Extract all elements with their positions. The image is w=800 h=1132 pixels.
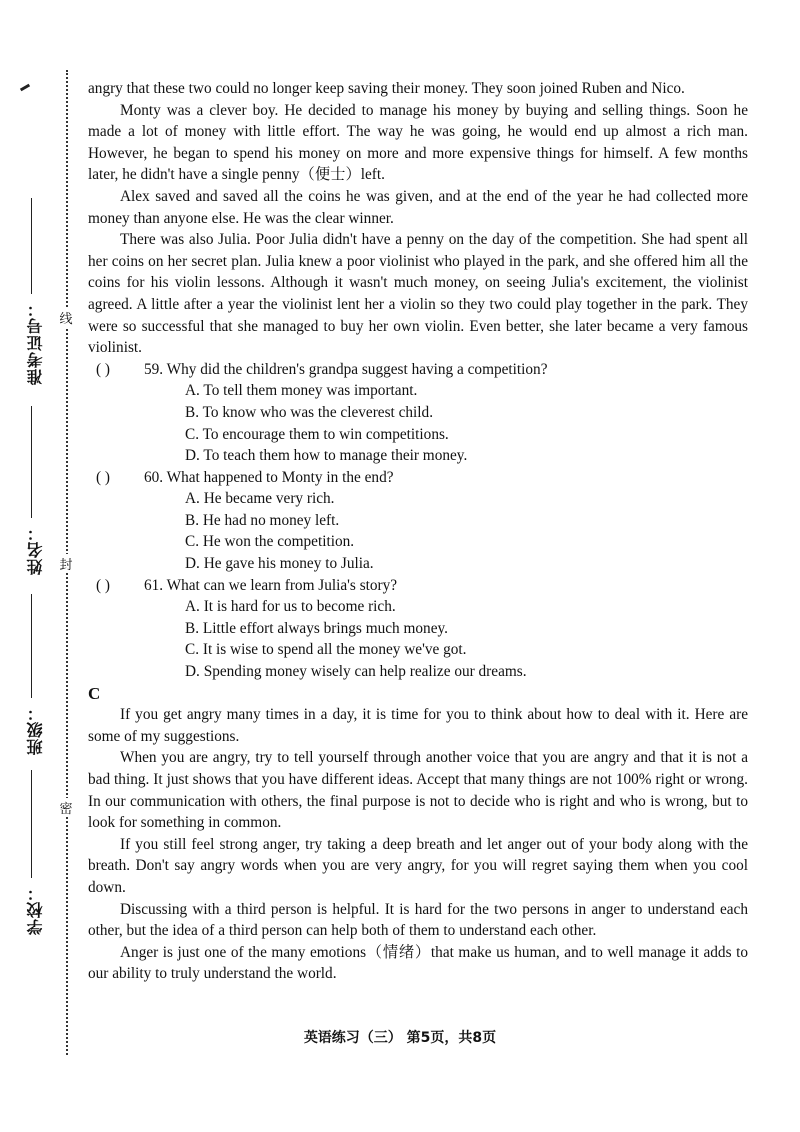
passage-b-paragraph: Monty was a clever boy. He decided to manage his money by buying and selling things. Soon he made a lot of money with little effort. The way he was going, he would end up almost a rich man. However, he began to spend his money on more and more expensive things for himself. A few months later, he didn't have a single penny（便士）left.	[88, 101, 748, 184]
option-a: A. He became very rich.	[185, 490, 335, 508]
answer-blank[interactable]: ( )	[96, 468, 111, 486]
school-label: 学校：	[26, 884, 45, 935]
passage-c-paragraph: If you still feel strong anger, try taking a deep breath and let anger out of your body along with the breath. Don't say angry words when you are very angry, for you will regret saying them when you cool down.	[88, 835, 748, 896]
option-d: D. Spending money wisely can help realize our dreams.	[185, 663, 527, 681]
seal-char-mi: 密	[57, 798, 75, 817]
seal-char-xian: 线	[57, 308, 75, 327]
class-label: 班级：	[26, 704, 45, 755]
passage-b-paragraph: angry that these two could no longer keep saving their money. They soon joined Ruben and Nico.	[88, 80, 685, 97]
option-a: A. To tell them money was important.	[185, 382, 418, 400]
passage-b-paragraph: There was also Julia. Poor Julia didn't have a penny on the day of the competition. She had spent all her coins on her secret plan. Julia knew a poor violinist who played in the park, and she offered him all the coins for his violin lessons. Although it wasn't much money, on seeing Julia's excitement, the violinist agreed. A little after a year the violinist lent her a violin so they two could play together in the park. They were so successful that she managed to buy her own violin. Even better, she later became a very famous violinist.	[88, 231, 748, 357]
question-61	[88, 575, 748, 683]
passage-c-paragraph: When you are angry, try to tell yourself through another voice that you are angry and that it is not a bad thing. It just shows that you have different ideas. Accept that many things are not 100% right or wrong. In our communication with others, the final purpose is not to decide who is right and who is wrong, but to look for something in common.	[88, 749, 748, 832]
option-b: B. To know who was the cleverest child.	[185, 403, 434, 421]
admission-number-blank[interactable]	[31, 198, 32, 294]
answer-blank[interactable]: ( )	[96, 360, 111, 378]
question-59	[88, 359, 748, 467]
page-content	[88, 78, 748, 985]
seal-char-feng: 封	[57, 554, 75, 573]
option-d: D. He gave his money to Julia.	[185, 555, 374, 573]
passage-c-paragraph: Discussing with a third person is helpful. It is hard for the two persons in anger to understand each other, but the idea of a third person can help both of them to understand each other.	[88, 900, 748, 940]
binding-margin	[0, 0, 73, 1132]
option-c: C. It is wise to spend all the money we've got.	[185, 641, 467, 659]
name-blank[interactable]	[31, 406, 32, 518]
class-blank[interactable]	[31, 594, 32, 698]
passage-b-paragraph: Alex saved and saved all the coins he was given, and at the end of the year he had collected more money than anyone else. He was the clear winner.	[88, 187, 748, 227]
page-footer: 英语练习（三） 第5页，共8页	[303, 1030, 497, 1046]
corner-tick-mark	[20, 84, 30, 92]
option-c: C. He won the competition.	[185, 533, 355, 551]
section-heading: C	[88, 683, 101, 703]
admission-number-label: 准考证号：	[26, 300, 45, 385]
school-blank[interactable]	[31, 770, 32, 878]
name-label: 姓名：	[26, 524, 45, 575]
option-a: A. It is hard for us to become rich.	[185, 598, 396, 616]
option-d: D. To teach them how to manage their money.	[185, 447, 468, 465]
option-b: B. He had no money left.	[185, 511, 340, 529]
question-stem: 60. What happened to Monty in the end?	[144, 468, 394, 486]
option-b: B. Little effort always brings much money.	[185, 619, 448, 637]
passage-c-paragraph: If you get angry many times in a day, it is time for you to think about how to deal with it. Here are some of my suggestions.	[88, 706, 748, 745]
answer-blank[interactable]: ( )	[96, 576, 111, 594]
question-60	[88, 467, 748, 575]
question-stem: 59. Why did the children's grandpa suggest having a competition?	[144, 360, 548, 378]
question-stem: 61. What can we learn from Julia's story?	[144, 576, 398, 594]
option-c: C. To encourage them to win competitions.	[185, 425, 449, 443]
passage-c-paragraph: Anger is just one of the many emotions（情绪）that make us human, and to well manage it adds to our ability to truly understand the world.	[88, 943, 748, 983]
